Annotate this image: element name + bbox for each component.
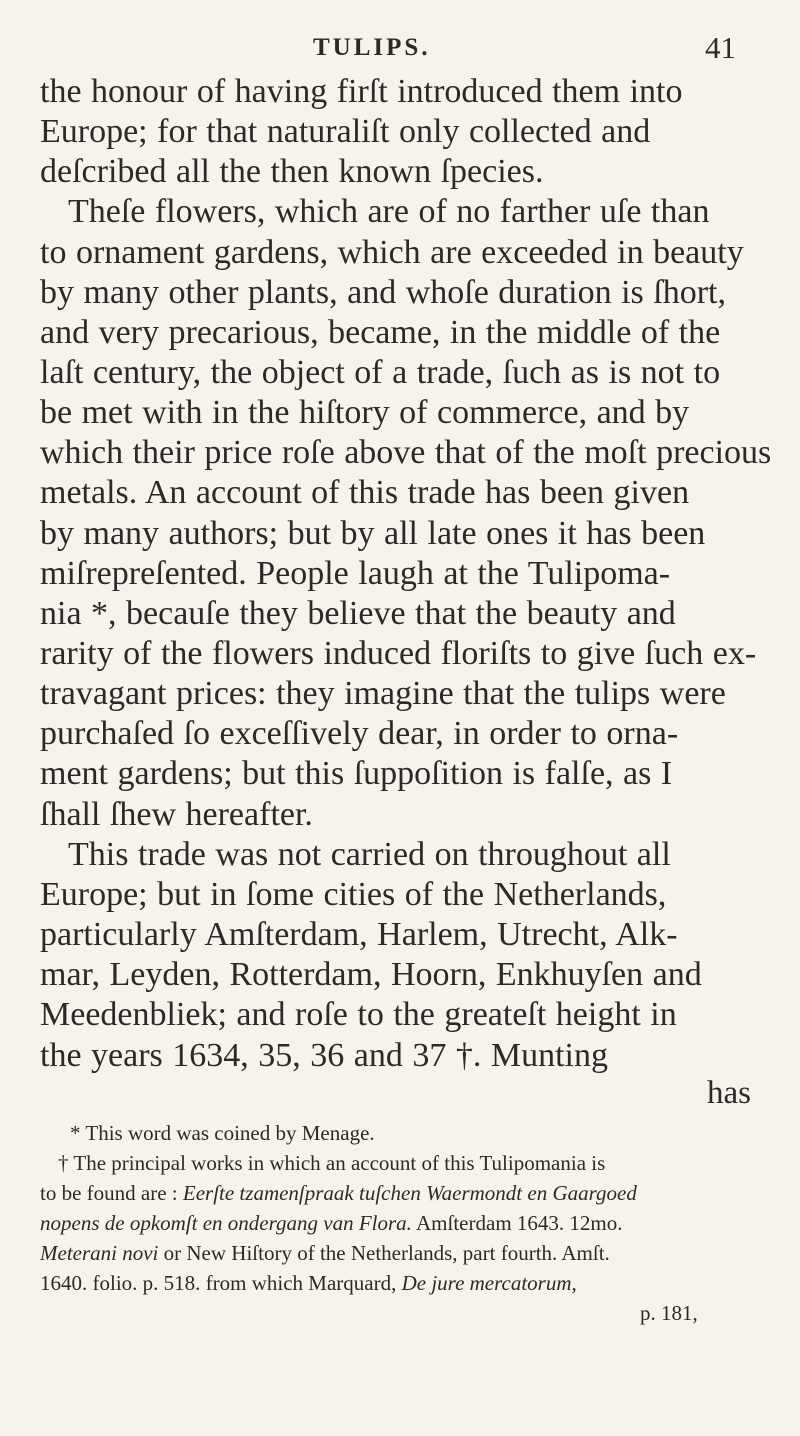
catchword: has xyxy=(707,1075,751,1111)
text-line: purchaſed ſo exceſſively dear, in order to orna- xyxy=(40,715,679,752)
footnote-line xyxy=(40,1209,623,1237)
text-line: This trade was not carried on throughout all xyxy=(68,836,671,873)
footnote-text: to be found are : xyxy=(40,1181,183,1205)
running-title: TULIPS. xyxy=(313,34,431,61)
footnote-line xyxy=(40,1239,610,1267)
footnote-line xyxy=(40,1269,577,1297)
text-line: be met with in the hiſtory of commerce, and by xyxy=(40,394,690,431)
text-line: ment gardens; but this ſuppoſition is falſe, as I xyxy=(40,755,673,792)
footnote-text: or New Hiſtory of the Netherlands, part fourth. Amſt. xyxy=(158,1241,610,1265)
text-line: the honour of having firſt introduced them into xyxy=(40,73,683,110)
footnote-text: Amſterdam 1643. 12mo. xyxy=(411,1211,623,1235)
footnote-text: 1640. folio. p. 518. from which Marquard, xyxy=(40,1271,402,1295)
text-line: metals. An account of this trade has been given xyxy=(40,474,690,511)
text-line: ſhall ſhew hereafter. xyxy=(40,796,313,833)
footnote-title: Eerſte tzamenſpraak tuſchen Waermondt en Gaargoed xyxy=(182,1181,637,1205)
text-line: miſrepreſented. People laugh at the Tulipoma- xyxy=(40,555,671,592)
text-line: particularly Amſterdam, Harlem, Utrecht, Alk- xyxy=(40,916,678,953)
footnote-title: nopens de opkomſt en ondergang van Flora. xyxy=(40,1211,412,1235)
footnote-asterisk: * This word was coined by Menage. xyxy=(70,1121,375,1145)
footnote-dagger: † The principal works in which an account of this Tulipomania is xyxy=(58,1151,606,1175)
text-line: nia *, becauſe they believe that the beauty and xyxy=(40,595,676,632)
text-line: Europe; but in ſome cities of the Netherlands, xyxy=(40,876,667,913)
text-line: rarity of the flowers induced floriſts to give ſuch ex- xyxy=(40,635,757,672)
text-line: Europe; for that naturaliſt only collected and xyxy=(40,113,651,150)
text-line: mar, Leyden, Rotterdam, Hoorn, Enkhuyſen and xyxy=(40,956,702,993)
text-line: travagant prices: they imagine that the tulips were xyxy=(40,675,726,712)
text-line: by many other plants, and whoſe duration is ſhort, xyxy=(40,274,726,311)
running-head xyxy=(0,30,800,70)
text-line: laſt century, the object of a trade, ſuch as is not to xyxy=(40,354,721,391)
text-line: the years 1634, 35, 36 and 37 †. Munting xyxy=(40,1037,608,1074)
text-line: Meedenbliek; and roſe to the greateſt height in xyxy=(40,996,677,1033)
footnote-line: p. 181, xyxy=(640,1301,698,1325)
footnote-title: Meterani novi xyxy=(40,1241,159,1265)
text-line: Theſe flowers, which are of no farther uſe than xyxy=(68,193,710,230)
text-line: which their price roſe above that of the moſt precious xyxy=(40,434,772,471)
text-line: to ornament gardens, which are exceeded in beauty xyxy=(40,234,744,271)
text-line: and very precarious, became, in the middle of the xyxy=(40,314,721,351)
text-line: by many authors; but by all late ones it has been xyxy=(40,515,706,552)
page-number: 41 xyxy=(705,30,736,65)
text-line: deſcribed all the then known ſpecies. xyxy=(40,153,544,190)
footnote-line xyxy=(40,1179,637,1207)
footnote-title: De jure mercatorum, xyxy=(401,1271,577,1295)
